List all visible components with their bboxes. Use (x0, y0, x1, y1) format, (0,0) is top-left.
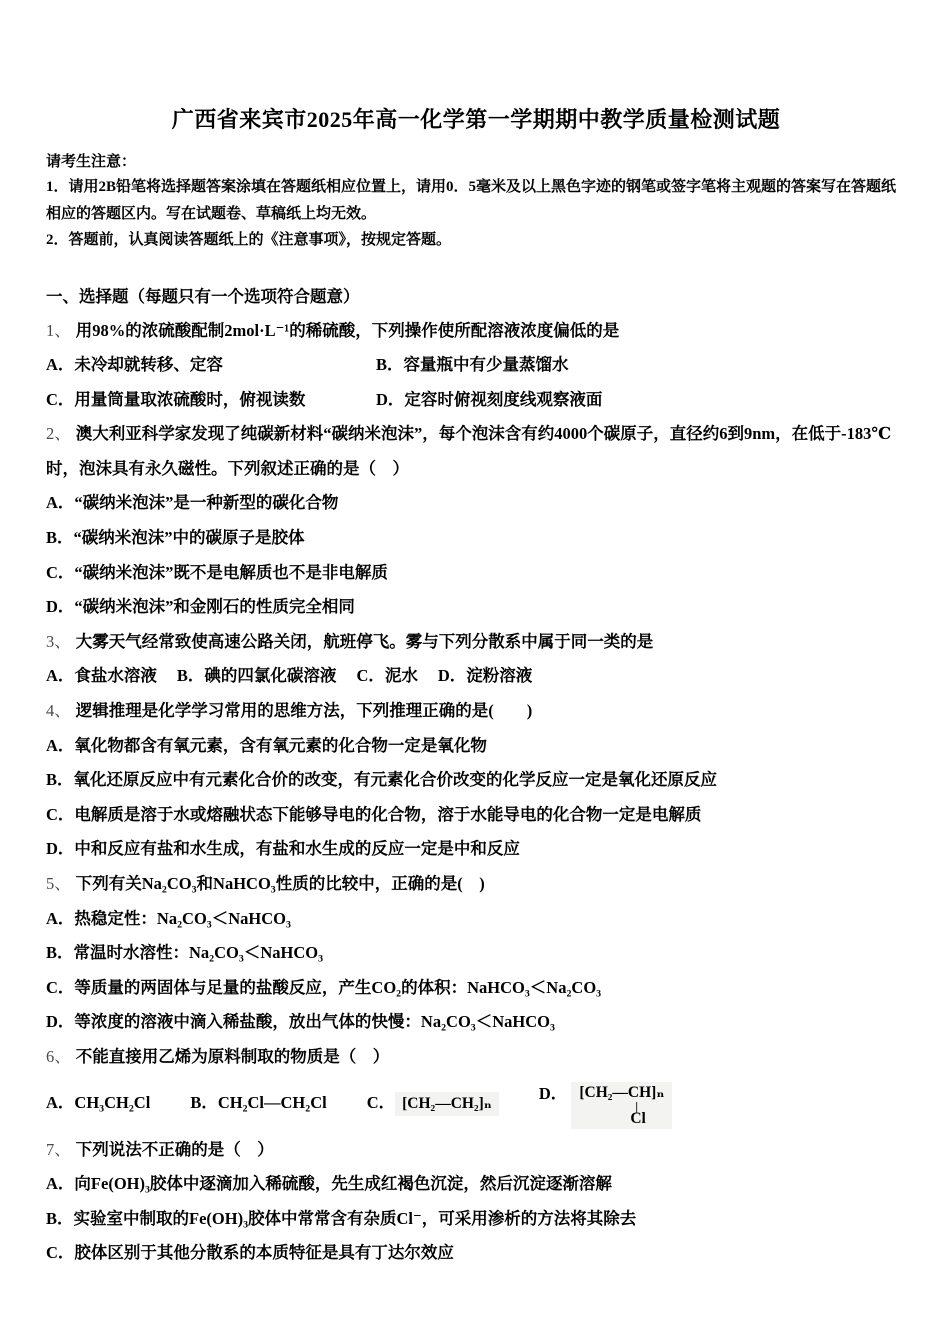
pvc-structure (571, 1082, 672, 1129)
option-b: B．容量瓶中有少量蒸馏水 (376, 355, 569, 375)
option-a: A．氧化物都含有氧元素，含有氧元素的化合物一定是氧化物 (46, 735, 487, 755)
option-d: D．中和反应有盐和水生成，有盐和水生成的反应一定是中和反应 (46, 839, 520, 859)
question-7-stem (46, 1133, 906, 1168)
question-number: 7、 (46, 1139, 71, 1159)
page-title: 广西省来宾市2025年高一化学第一学期期中教学质量检测试题 (171, 107, 781, 132)
option-b: B．氧化还原反应中有元素化合价的改变，有元素化合价改变的化学反应一定是氧化还原反应 (46, 770, 718, 790)
stem-text: 下列有关Na₂CO₃和NaHCO₃性质的比较中，正确的是( ) (75, 874, 485, 893)
option-a: A．未冷却就转移、定容 (46, 355, 223, 375)
stem-text: 用98%的浓硫酸配制2mol·L⁻¹的稀硫酸，下列操作使所配溶液浓度偏低的是 (75, 320, 620, 340)
notice-heading: 请考生注意： (46, 154, 137, 170)
stem-text: 澳大利亚科学家发现了纯碳新材料“碳纳米泡沫”，每个泡沫含有约4000个碳原子，直径约6到9nm，在低于-183℃时，泡沫具有永久磁性。下列叙述正确的是（ ） (46, 424, 892, 478)
question-6-stem (46, 1040, 906, 1075)
option-a: A．CH₃CH₂Cl (46, 1093, 151, 1113)
question-number: 4、 (46, 701, 71, 721)
notice-item-1: 1．请用2B铅笔将选择题答案涂填在答题纸相应位置上，请用0．5毫米及以上黑色字迹的钢笔或签字笔将主观题的答案写在答题纸相应的答题区内。写在试题卷、草稿纸上均无效。 (46, 179, 897, 222)
question-1 (46, 314, 906, 418)
option-c: C．电解质是溶于水或熔融状态下能够导电的化合物，溶于水能导电的化合物一定是电解质 (46, 804, 702, 824)
option-c: C．泥水 (356, 666, 418, 686)
question-5-stem (46, 867, 906, 902)
question-2 (46, 417, 906, 625)
option-b: B．常温时水溶性：Na₂CO₃＜NaHCO₃ (46, 943, 324, 963)
chlorine-atom: Cl (630, 1109, 646, 1127)
question-4 (46, 694, 906, 867)
option-d: D．“碳纳米泡沫”和金刚石的性质完全相同 (46, 597, 355, 617)
question-1-stem (46, 314, 906, 349)
question-6-options (46, 1075, 906, 1133)
question-4-stem (46, 694, 906, 729)
option-d (539, 1077, 673, 1131)
question-number: 2、 (46, 424, 71, 444)
question-number: 3、 (46, 631, 71, 651)
option-d-label: D． (538, 1083, 568, 1103)
option-b: B．“碳纳米泡沫”中的碳原子是胶体 (46, 528, 305, 548)
option-b: B．CH₂Cl—CH₂Cl (190, 1093, 327, 1113)
section-heading: 一、选择题（每题只有一个选项符合题意） (46, 286, 360, 306)
option-d: D．等浓度的溶液中滴入稀盐酸，放出气体的快慢：Na₂CO₃＜NaHCO₃ (46, 1012, 555, 1032)
option-c-label: C． (366, 1093, 396, 1113)
option-a: A．“碳纳米泡沫”是一种新型的碳化合物 (46, 493, 339, 513)
option-d: D．淀粉溶液 (437, 666, 533, 686)
stem-text: 不能直接用乙烯为原料制取的物质是（ ） (75, 1046, 390, 1066)
option-d: D．定容时俯视刻度线观察液面 (376, 389, 603, 409)
question-2-stem (46, 417, 906, 486)
stem-text: 逻辑推理是化学学习常用的思维方法，下列推理正确的是( ) (75, 701, 533, 721)
vertical-bond: | (635, 1098, 639, 1113)
option-a: A．食盐水溶液 (46, 666, 157, 686)
option-a: A．向Fe(OH)₃胶体中逐滴加入稀硫酸，先生成红褐色沉淀，然后沉淀逐渐溶解 (46, 1174, 612, 1194)
question-number: 1、 (46, 320, 71, 340)
question-number: 5、 (46, 874, 71, 893)
option-c: C．等质量的两固体与足量的盐酸反应，产生CO₂的体积：NaHCO₃＜Na₂CO₃ (46, 977, 602, 997)
question-number: 6、 (46, 1046, 71, 1066)
option-c (367, 1086, 499, 1121)
question-3-options (46, 659, 906, 694)
notice-item-2: 2．答题前，认真阅读答题纸上的《注意事项》，按规定答题。 (46, 232, 452, 248)
question-3 (46, 625, 906, 694)
question-6 (46, 1040, 906, 1133)
option-b: B．碘的四氯化碳溶液 (176, 666, 337, 686)
question-7 (46, 1133, 906, 1271)
option-a: A．热稳定性：Na₂CO₃＜NaHCO₃ (46, 908, 291, 928)
option-b: B．实验室中制取的Fe(OH)₃胶体中常常含有杂质Cl⁻，可采用渗析的方法将其除去 (46, 1208, 637, 1228)
notice-block (46, 150, 906, 254)
polyethylene-structure: [CH₂—CH₂]ₙ (395, 1092, 499, 1116)
pvc-top-row: [CH₂—CH]ₙ (579, 1083, 665, 1101)
option-c: C．用量筒量取浓硫酸时，俯视读数 (46, 389, 306, 409)
option-c: C．胶体区别于其他分散系的本质特征是具有丁达尔效应 (46, 1243, 454, 1263)
option-c: C．“碳纳米泡沫”既不是电解质也不是非电解质 (46, 562, 388, 582)
stem-text: 下列说法不正确的是（ ） (75, 1139, 274, 1159)
stem-text: 大雾天气经常致使高速公路关闭，航班停飞。雾与下列分散系中属于同一类的是 (75, 631, 654, 651)
question-1-options (46, 348, 906, 417)
question-5 (46, 867, 906, 1040)
question-3-stem (46, 625, 906, 660)
